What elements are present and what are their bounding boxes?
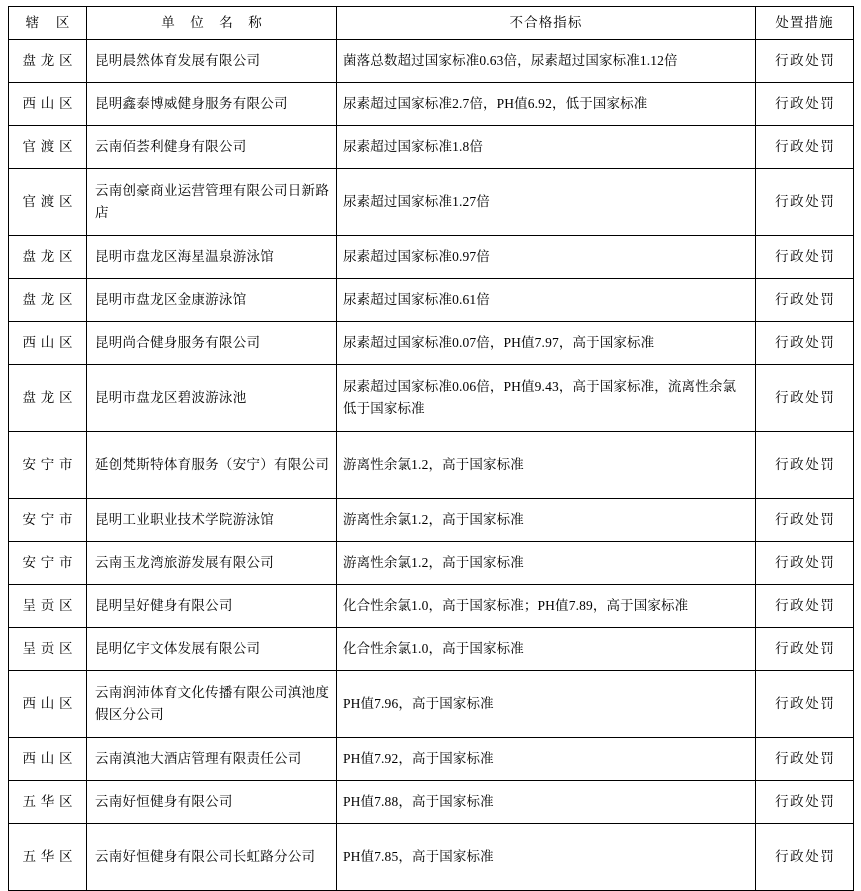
cell-unit: 昆明工业职业技术学院游泳馆 [87,499,337,542]
cell-unit: 昆明市盘龙区碧波游泳池 [87,365,337,432]
cell-action: 行政处罚 [756,824,854,891]
cell-unit: 云南滇池大酒店管理有限责任公司 [87,738,337,781]
column-header-district: 辖 区 [9,7,87,40]
cell-action: 行政处罚 [756,126,854,169]
cell-unit: 云南佰荟利健身有限公司 [87,126,337,169]
cell-district: 呈贡区 [9,628,87,671]
cell-index: 尿素超过国家标准1.27倍 [337,169,756,236]
cell-unit: 昆明晨然体育发展有限公司 [87,40,337,83]
cell-district: 盘龙区 [9,365,87,432]
table-header [9,7,854,40]
cell-index: 尿素超过国家标准0.07倍，PH值7.97，高于国家标准 [337,322,756,365]
cell-index: 尿素超过国家标准0.06倍，PH值9.43，高于国家标准，流离性余氯低于国家标准 [337,365,756,432]
table-header-row [9,7,854,40]
table-row [9,365,854,432]
column-header-action: 处置措施 [756,7,854,40]
cell-index: 游离性余氯1.2，高于国家标准 [337,432,756,499]
cell-unit: 昆明呈好健身有限公司 [87,585,337,628]
cell-unit: 云南好恒健身有限公司 [87,781,337,824]
cell-district: 官渡区 [9,126,87,169]
table-row [9,279,854,322]
table-row [9,671,854,738]
cell-district: 官渡区 [9,169,87,236]
cell-district: 西山区 [9,83,87,126]
inspection-results-table [8,6,854,891]
table-row [9,542,854,585]
cell-index: 游离性余氯1.2，高于国家标准 [337,499,756,542]
cell-district: 西山区 [9,738,87,781]
cell-unit: 昆明市盘龙区金康游泳馆 [87,279,337,322]
cell-action: 行政处罚 [756,365,854,432]
cell-district: 呈贡区 [9,585,87,628]
cell-action: 行政处罚 [756,738,854,781]
cell-action: 行政处罚 [756,542,854,585]
cell-action: 行政处罚 [756,671,854,738]
table-row [9,432,854,499]
cell-unit: 昆明尚合健身服务有限公司 [87,322,337,365]
column-header-index: 不合格指标 [337,7,756,40]
cell-district: 西山区 [9,322,87,365]
cell-action: 行政处罚 [756,499,854,542]
cell-index: PH值7.88，高于国家标准 [337,781,756,824]
cell-index: 尿素超过国家标准0.97倍 [337,236,756,279]
table-row [9,738,854,781]
cell-district: 五华区 [9,781,87,824]
cell-index: PH值7.96，高于国家标准 [337,671,756,738]
table-row [9,126,854,169]
cell-district: 五华区 [9,824,87,891]
cell-index: PH值7.92，高于国家标准 [337,738,756,781]
cell-unit: 昆明鑫泰博威健身服务有限公司 [87,83,337,126]
cell-district: 盘龙区 [9,40,87,83]
cell-index: 游离性余氯1.2，高于国家标准 [337,542,756,585]
table-row [9,40,854,83]
cell-action: 行政处罚 [756,585,854,628]
table-row [9,83,854,126]
cell-unit: 云南玉龙湾旅游发展有限公司 [87,542,337,585]
table-row [9,824,854,891]
cell-unit: 云南润沛体育文化传播有限公司滇池度假区分公司 [87,671,337,738]
cell-unit: 昆明亿宇文体发展有限公司 [87,628,337,671]
table-row [9,585,854,628]
column-header-unit: 单 位 名 称 [87,7,337,40]
cell-district: 盘龙区 [9,279,87,322]
table-body [9,40,854,891]
cell-district: 安宁市 [9,432,87,499]
cell-action: 行政处罚 [756,169,854,236]
cell-action: 行政处罚 [756,279,854,322]
cell-index: 化合性余氯1.0，高于国家标准；PH值7.89，高于国家标准 [337,585,756,628]
cell-district: 安宁市 [9,542,87,585]
cell-index: 化合性余氯1.0，高于国家标准 [337,628,756,671]
cell-index: PH值7.85，高于国家标准 [337,824,756,891]
cell-index: 尿素超过国家标准0.61倍 [337,279,756,322]
cell-action: 行政处罚 [756,628,854,671]
cell-district: 盘龙区 [9,236,87,279]
cell-action: 行政处罚 [756,40,854,83]
table-row [9,628,854,671]
table-row [9,781,854,824]
table-row [9,322,854,365]
cell-index: 菌落总数超过国家标准0.63倍，尿素超过国家标准1.12倍 [337,40,756,83]
cell-unit: 延创梵斯特体育服务（安宁）有限公司 [87,432,337,499]
cell-district: 安宁市 [9,499,87,542]
cell-index: 尿素超过国家标准1.8倍 [337,126,756,169]
table-row [9,169,854,236]
cell-index: 尿素超过国家标准2.7倍，PH值6.92，低于国家标准 [337,83,756,126]
cell-action: 行政处罚 [756,236,854,279]
cell-district: 西山区 [9,671,87,738]
cell-unit: 云南好恒健身有限公司长虹路分公司 [87,824,337,891]
cell-unit: 昆明市盘龙区海星温泉游泳馆 [87,236,337,279]
cell-action: 行政处罚 [756,322,854,365]
table-row [9,236,854,279]
cell-action: 行政处罚 [756,781,854,824]
table-row [9,499,854,542]
cell-action: 行政处罚 [756,432,854,499]
cell-action: 行政处罚 [756,83,854,126]
cell-unit: 云南创豪商业运营管理有限公司日新路店 [87,169,337,236]
